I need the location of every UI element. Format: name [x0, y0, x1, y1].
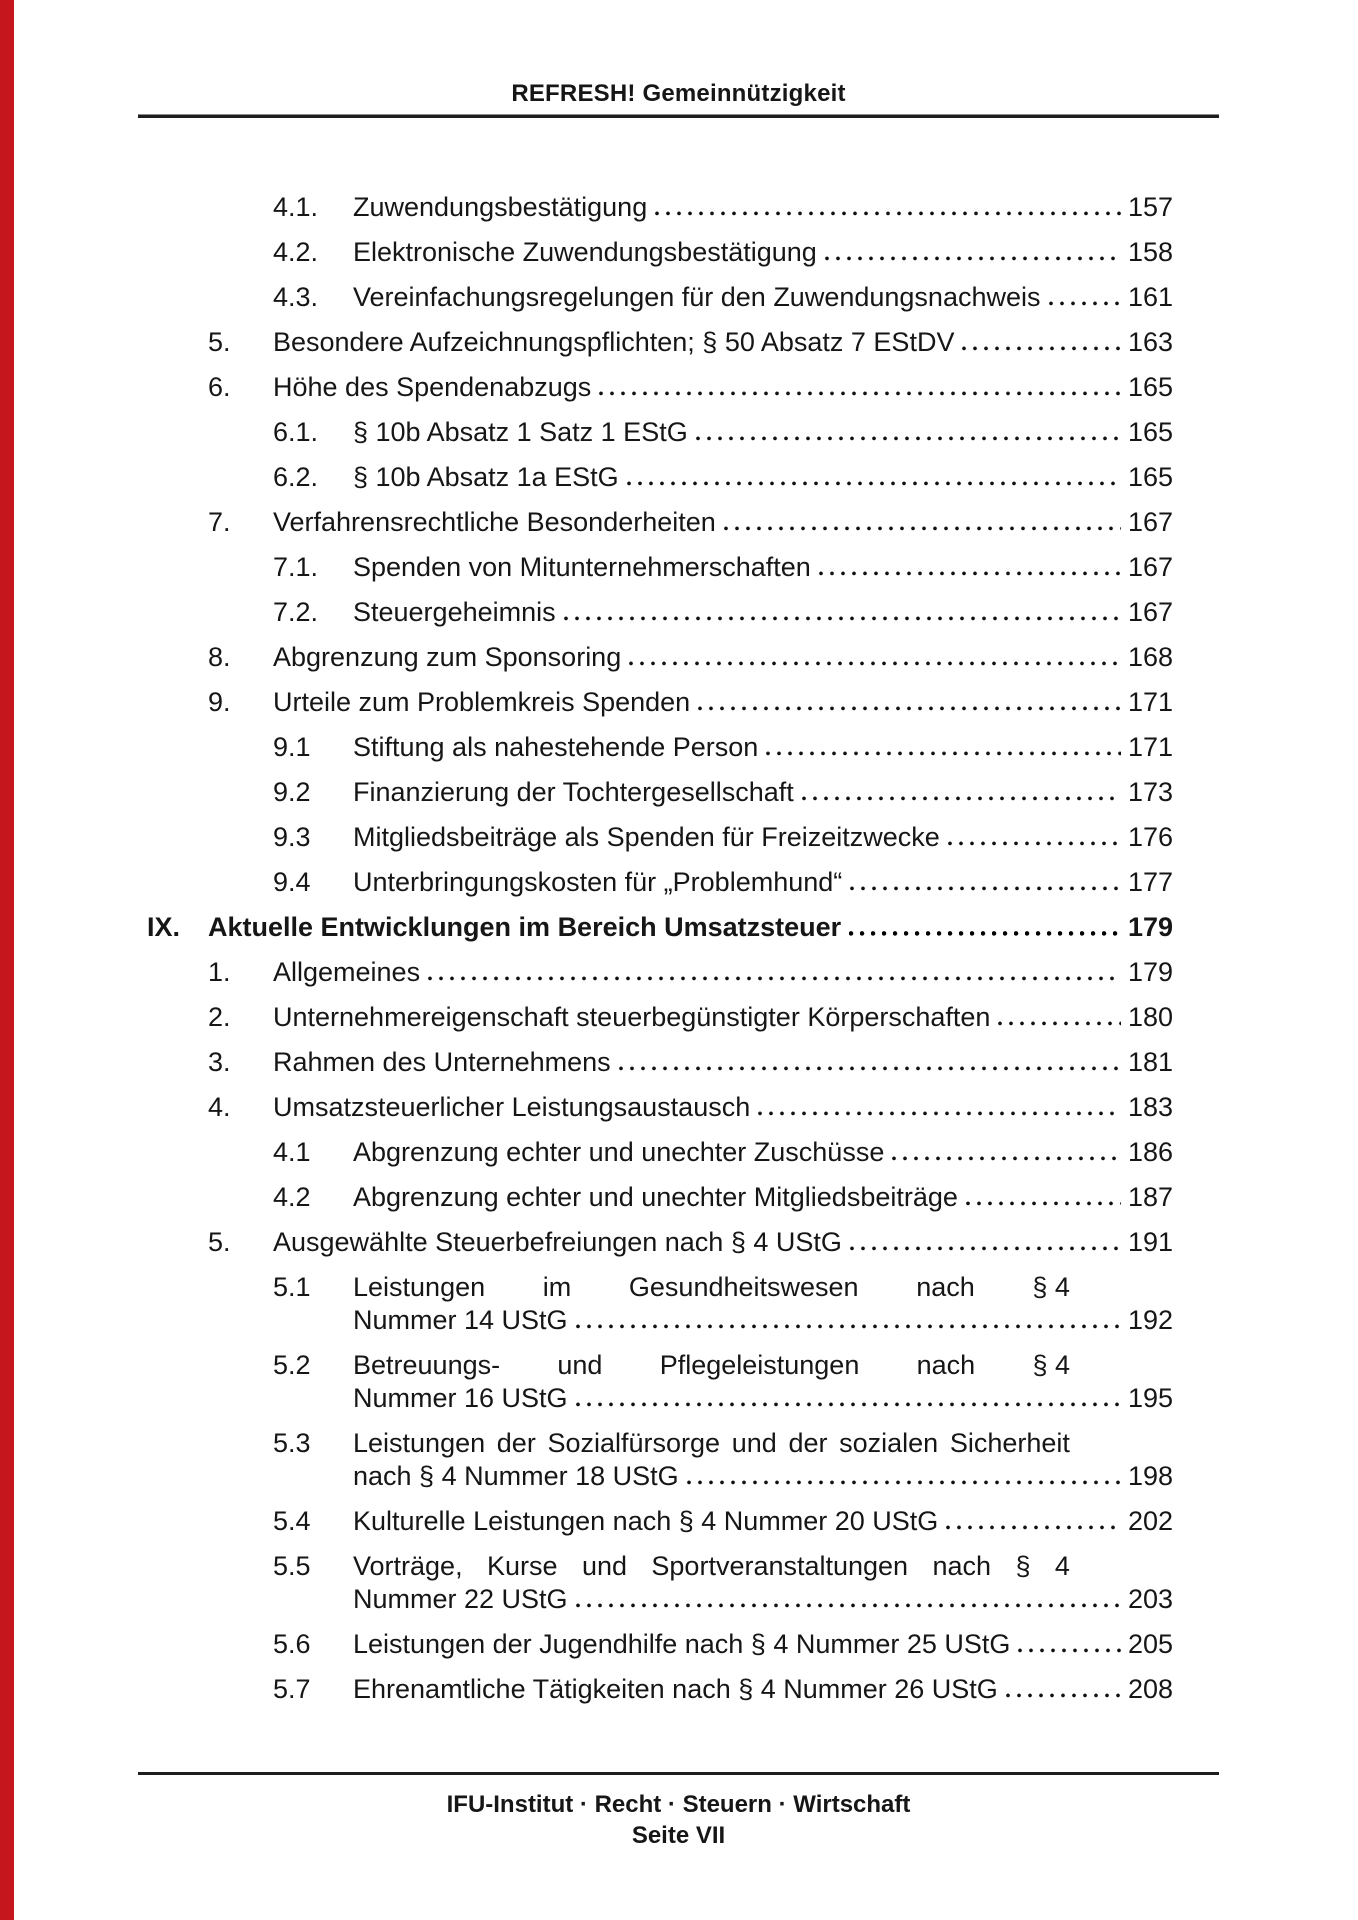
- page-footer: [138, 1789, 1219, 1851]
- toc-title-word: Leistungen: [353, 1272, 486, 1302]
- toc-entry-title: Leistungen der Jugendhilfe nach § 4 Nummer 25 UStG: [353, 1629, 1011, 1659]
- toc-entry-last-line: [353, 596, 1173, 629]
- toc-entry-number: 4.3.: [273, 282, 319, 312]
- toc-entry-body: [353, 191, 1173, 224]
- toc-title-word: §: [1015, 1551, 1031, 1581]
- toc-entry-title-first-line: [353, 1427, 1070, 1460]
- toc-entry-page-number: 177: [1127, 867, 1173, 897]
- toc-entry-page-number: 179: [1127, 957, 1173, 987]
- toc-title-word: Sportveranstaltungen: [651, 1551, 909, 1581]
- toc-entry-number: 1.: [208, 957, 231, 987]
- toc-entry-title: Finanzierung der Tochtergesellschaft: [353, 777, 794, 807]
- toc-entry-title: Umsatzsteuerlicher Leistungsaustausch: [273, 1092, 751, 1122]
- toc-entry-page-number: 181: [1127, 1047, 1173, 1077]
- toc-title-word: Leistungen: [353, 1428, 486, 1458]
- toc-entry-last-line: [353, 1673, 1173, 1706]
- toc-entry-number: 5.6: [273, 1629, 311, 1659]
- toc-title-word: Gesundheitswesen: [628, 1272, 859, 1302]
- toc-entry-title: Abgrenzung echter und unechter Zuschüsse: [353, 1137, 885, 1167]
- toc-entry-last-line: [353, 191, 1173, 224]
- toc-title-word: § 4: [1032, 1272, 1070, 1302]
- toc-entry-number: 5.: [208, 1227, 231, 1257]
- toc-entry-body: [353, 821, 1173, 854]
- toc-entry-title: § 10b Absatz 1 Satz 1 EStG: [353, 417, 688, 447]
- toc-entry: [138, 371, 1173, 404]
- toc-entry-title: Spenden von Mitunternehmerschaften: [353, 552, 811, 582]
- toc-entry-title-first-line: [353, 1550, 1070, 1583]
- toc-entry: [138, 956, 1173, 989]
- toc-entry-page-number: 171: [1127, 732, 1173, 762]
- toc-entry: [138, 1505, 1173, 1538]
- toc-entry-body: [353, 1628, 1173, 1661]
- toc-entry-body: [353, 236, 1173, 269]
- toc-entry-number: 4.1.: [273, 192, 319, 222]
- toc-entry-title: Ausgewählte Steuerbefreiungen nach § 4 UStG: [273, 1227, 842, 1257]
- toc-entry-title: Rahmen des Unternehmens: [273, 1047, 611, 1077]
- dot-leader: [849, 931, 1121, 936]
- toc-entry-last-line: [208, 911, 1173, 944]
- toc-title-word: 4: [1054, 1551, 1070, 1581]
- toc-entry-page-number: 167: [1127, 597, 1173, 627]
- toc-entry: [138, 416, 1173, 449]
- toc-entry-body: [273, 1046, 1173, 1079]
- dot-leader: [696, 436, 1121, 441]
- toc-entry: [138, 641, 1173, 674]
- toc-title-word: Sozialfürsorge: [547, 1428, 721, 1458]
- toc-entry-page-number: 168: [1127, 642, 1173, 672]
- dot-leader: [428, 976, 1121, 981]
- toc-entry-last-line: [353, 1460, 1173, 1493]
- toc-entry: [138, 1628, 1173, 1661]
- toc-entry-last-line: [353, 1304, 1173, 1337]
- toc-title-word: nach: [932, 1551, 992, 1581]
- toc-entry-number: 3.: [208, 1047, 231, 1077]
- dot-leader: [802, 796, 1121, 801]
- toc-entry: [138, 1091, 1173, 1124]
- toc-entry-number: 9.: [208, 687, 231, 717]
- toc-entry-title: Nummer 14 UStG: [353, 1305, 568, 1335]
- toc-entry: [138, 1001, 1173, 1034]
- toc-entry-page-number: 183: [1127, 1092, 1173, 1122]
- toc-entry: [138, 1046, 1173, 1079]
- toc-entry-last-line: [273, 641, 1173, 674]
- dot-leader: [892, 1156, 1121, 1161]
- toc-entry-body: [353, 1427, 1173, 1493]
- toc-entry: [138, 596, 1173, 629]
- toc-entry-number: 5.3: [273, 1428, 311, 1458]
- toc-entry-body: [353, 1136, 1173, 1169]
- dot-leader: [576, 1402, 1121, 1407]
- toc-title-word: und: [731, 1428, 777, 1458]
- dot-leader: [758, 1111, 1121, 1116]
- toc-entry-body: [273, 1091, 1173, 1124]
- toc-entry-body: [353, 596, 1173, 629]
- toc-entry-last-line: [273, 371, 1173, 404]
- toc-entry: [138, 1427, 1173, 1493]
- toc-entry-number: 4.2: [273, 1182, 311, 1212]
- toc-entry-last-line: [353, 1583, 1173, 1616]
- toc-entry-number: 9.2: [273, 777, 311, 807]
- dot-leader: [1006, 1693, 1121, 1698]
- toc-entry-last-line: [353, 551, 1173, 584]
- toc-entry-number: 7.2.: [273, 597, 319, 627]
- toc-entry: [138, 1271, 1173, 1337]
- toc-entry-last-line: [353, 461, 1173, 494]
- toc-entry-page-number: 167: [1127, 507, 1173, 537]
- toc-entry-number: 9.3: [273, 822, 311, 852]
- dot-leader: [564, 616, 1121, 621]
- dot-leader: [599, 391, 1121, 396]
- toc-entry-number: 4.2.: [273, 237, 319, 267]
- toc-entry: [138, 911, 1173, 944]
- toc-entry-page-number: 165: [1127, 462, 1173, 492]
- toc-entry-number: 5.1: [273, 1272, 311, 1302]
- toc-entry-body: [273, 371, 1173, 404]
- footer-rule: [138, 1772, 1219, 1775]
- toc-entry-body: [208, 911, 1173, 944]
- toc-entry-last-line: [273, 1226, 1173, 1259]
- toc-entry-last-line: [273, 326, 1173, 359]
- footer-publisher-line: IFU-Institut · Recht · Steuern · Wirtschaft: [446, 1791, 911, 1818]
- toc-entry-number: 9.1: [273, 732, 311, 762]
- toc-entry-body: [353, 1550, 1173, 1616]
- dot-leader: [655, 211, 1121, 216]
- toc-entry-number: 7.1.: [273, 552, 319, 582]
- toc-entry-body: [273, 326, 1173, 359]
- toc-entry-last-line: [273, 686, 1173, 719]
- toc-entry: [138, 1673, 1173, 1706]
- toc-entry-number: 6.1.: [273, 417, 319, 447]
- toc-entry: [138, 686, 1173, 719]
- toc-entry-page-number: 167: [1127, 552, 1173, 582]
- toc-entry-title: Verfahrensrechtliche Besonderheiten: [273, 507, 716, 537]
- toc-entry-body: [273, 1001, 1173, 1034]
- toc-entry-last-line: [353, 1382, 1173, 1415]
- dot-leader: [766, 751, 1121, 756]
- toc-entry-page-number: 158: [1127, 237, 1173, 267]
- toc-entry-number: 7.: [208, 507, 231, 537]
- toc-entry-number: 9.4: [273, 867, 311, 897]
- toc-entry-page-number: 173: [1127, 777, 1173, 807]
- toc-entry-number: 5.: [208, 327, 231, 357]
- dot-leader: [998, 1021, 1121, 1026]
- toc-entry: [138, 1136, 1173, 1169]
- toc-entry-page-number: 191: [1127, 1227, 1173, 1257]
- toc-entry-title: Urteile zum Problemkreis Spenden: [273, 687, 691, 717]
- toc-entry-title: Besondere Aufzeichnungspflichten; § 50 Absatz 7 EStDV: [273, 327, 955, 357]
- toc-entry-title: Unternehmereigenschaft steuerbegünstigter Körperschaften: [273, 1002, 991, 1032]
- toc-entry-last-line: [353, 866, 1173, 899]
- page-edge-accent-bar: [0, 0, 14, 1920]
- toc-entry-body: [353, 551, 1173, 584]
- footer-page-number: Seite VII: [631, 1822, 726, 1849]
- toc-entry-page-number: 208: [1127, 1674, 1173, 1704]
- toc-entry: [138, 866, 1173, 899]
- toc-entry-title: Elektronische Zuwendungsbestätigung: [353, 237, 817, 267]
- toc-entry-title: nach § 4 Nummer 18 UStG: [353, 1461, 679, 1491]
- toc-entry-last-line: [353, 1505, 1173, 1538]
- toc-entry-body: [353, 731, 1173, 764]
- toc-entry-last-line: [353, 416, 1173, 449]
- toc-entry-page-number: 161: [1127, 282, 1173, 312]
- toc-entry-body: [353, 1271, 1173, 1337]
- toc-entry-page-number: 187: [1127, 1182, 1173, 1212]
- toc-entry-title: Kulturelle Leistungen nach § 4 Nummer 20 UStG: [353, 1506, 939, 1536]
- toc-entry-body: [353, 1349, 1173, 1415]
- toc-entry-last-line: [273, 956, 1173, 989]
- toc-title-word: Sicherheit: [949, 1428, 1070, 1458]
- dot-leader: [948, 841, 1121, 846]
- toc-entry-number: 4.1: [273, 1137, 311, 1167]
- dot-leader: [698, 706, 1121, 711]
- toc-entry-page-number: 179: [1127, 912, 1173, 942]
- toc-entry-last-line: [273, 506, 1173, 539]
- dot-leader: [687, 1480, 1121, 1485]
- toc-entry-page-number: 180: [1127, 1002, 1173, 1032]
- toc-entry: [138, 776, 1173, 809]
- toc-entry-number: 5.7: [273, 1674, 311, 1704]
- toc-entry-title: Aktuelle Entwicklungen im Bereich Umsatzsteuer: [208, 912, 842, 942]
- toc-entry-number: 5.4: [273, 1506, 311, 1536]
- toc-entry-title: Abgrenzung echter und unechter Mitgliedsbeiträge: [353, 1182, 958, 1212]
- toc-title-word: im: [542, 1272, 572, 1302]
- toc-entry: [138, 191, 1173, 224]
- toc-entry-page-number: 195: [1127, 1383, 1173, 1413]
- dot-leader: [946, 1525, 1121, 1530]
- toc-entry: [138, 731, 1173, 764]
- toc-entry-title: Allgemeines: [273, 957, 421, 987]
- toc-title-word: der: [496, 1428, 536, 1458]
- toc-entry-number: 2.: [208, 1002, 231, 1032]
- toc-title-word: Betreuungs-: [353, 1350, 501, 1380]
- toc-entry-page-number: 192: [1127, 1305, 1173, 1335]
- toc-entry-page-number: 186: [1127, 1137, 1173, 1167]
- dot-leader: [1018, 1648, 1121, 1653]
- toc-title-word: Pflegeleistungen: [659, 1350, 860, 1380]
- toc-entry: [138, 551, 1173, 584]
- toc-entry-title: Ehrenamtliche Tätigkeiten nach § 4 Nummer 26 UStG: [353, 1674, 998, 1704]
- dot-leader: [1049, 301, 1121, 306]
- toc-entry-page-number: 171: [1127, 687, 1173, 717]
- toc-entry-number: IX.: [147, 912, 181, 942]
- toc-entry-body: [353, 281, 1173, 314]
- toc-entry-page-number: 205: [1127, 1629, 1173, 1659]
- toc-entry-page-number: 157: [1127, 192, 1173, 222]
- dot-leader: [576, 1603, 1121, 1608]
- toc-title-word: nach: [916, 1350, 976, 1380]
- toc-entry: [138, 506, 1173, 539]
- toc-entry-title: Stiftung als nahestehende Person: [353, 732, 759, 762]
- toc-entry: [138, 821, 1173, 854]
- toc-entry-last-line: [353, 821, 1173, 854]
- toc-entry-page-number: 176: [1127, 822, 1173, 852]
- toc-entry-last-line: [353, 236, 1173, 269]
- toc-entry-title: Höhe des Spendenabzugs: [273, 372, 592, 402]
- dot-leader: [819, 571, 1121, 576]
- dot-leader: [627, 481, 1121, 486]
- toc-entry-number: 5.5: [273, 1551, 311, 1581]
- toc-entry-number: 6.: [208, 372, 231, 402]
- page-header-title: REFRESH! Gemeinnützigkeit: [511, 80, 846, 107]
- toc-entry-page-number: 165: [1127, 417, 1173, 447]
- toc-entry-last-line: [353, 1628, 1173, 1661]
- dot-leader: [962, 346, 1120, 351]
- toc-entry-body: [353, 1673, 1173, 1706]
- dot-leader: [629, 661, 1121, 666]
- toc-title-word: Kurse: [486, 1551, 558, 1581]
- toc-entry-body: [353, 866, 1173, 899]
- toc-entry-last-line: [273, 1091, 1173, 1124]
- dot-leader: [966, 1201, 1121, 1206]
- toc-entry: [138, 1181, 1173, 1214]
- toc-entry-page-number: 198: [1127, 1461, 1173, 1491]
- toc-entry-title: Mitgliedsbeiträge als Spenden für Freizeitzwecke: [353, 822, 940, 852]
- toc-entry-body: [273, 1226, 1173, 1259]
- toc-title-word: der: [788, 1428, 828, 1458]
- toc-entry: [138, 1550, 1173, 1616]
- toc-entry-number: 6.2.: [273, 462, 319, 492]
- toc-entry-body: [273, 506, 1173, 539]
- toc-entry-title: Unterbringungskosten für „Problemhund“: [353, 867, 843, 897]
- toc-entry: [138, 326, 1173, 359]
- toc-entry-title: Vereinfachungsregelungen für den Zuwendungsnachweis: [353, 282, 1041, 312]
- toc-entry-title: Zuwendungsbestätigung: [353, 192, 648, 222]
- toc-entry-number: 4.: [208, 1092, 231, 1122]
- toc-entry-body: [353, 776, 1173, 809]
- toc-entry-body: [353, 1505, 1173, 1538]
- toc-entry: [138, 281, 1173, 314]
- toc-entry-body: [273, 956, 1173, 989]
- header-rule: [138, 114, 1219, 118]
- toc-entry-body: [353, 461, 1173, 494]
- toc-entry-last-line: [353, 1181, 1173, 1214]
- dot-leader: [724, 526, 1121, 531]
- toc-title-word: § 4: [1032, 1350, 1070, 1380]
- toc-entry-body: [273, 641, 1173, 674]
- dot-leader: [825, 256, 1121, 261]
- toc-entry-last-line: [353, 731, 1173, 764]
- toc-entry-page-number: 202: [1127, 1506, 1173, 1536]
- toc-entry-title: Steuergeheimnis: [353, 597, 556, 627]
- toc-entry-last-line: [273, 1046, 1173, 1079]
- toc-entry-body: [273, 686, 1173, 719]
- toc-entry-title: Nummer 16 UStG: [353, 1383, 568, 1413]
- toc-entry-last-line: [273, 1001, 1173, 1034]
- dot-leader: [619, 1066, 1121, 1071]
- toc-title-word: sozialen: [839, 1428, 939, 1458]
- toc-entry-page-number: 203: [1127, 1584, 1173, 1614]
- toc-entry-page-number: 165: [1127, 372, 1173, 402]
- toc-entry-title-first-line: [353, 1349, 1070, 1382]
- toc-entry-title: Nummer 22 UStG: [353, 1584, 568, 1614]
- dot-leader: [576, 1324, 1121, 1329]
- toc-title-word: und: [581, 1551, 627, 1581]
- toc-title-word: nach: [916, 1272, 975, 1302]
- toc-title-word: und: [557, 1350, 603, 1380]
- toc-entry-page-number: 163: [1127, 327, 1173, 357]
- toc-entry: [138, 1349, 1173, 1415]
- toc-entry-title: § 10b Absatz 1a EStG: [353, 462, 619, 492]
- toc-entry-number: 8.: [208, 642, 231, 672]
- toc-entry-last-line: [353, 1136, 1173, 1169]
- table-of-contents: [138, 191, 1219, 1718]
- toc-entry-last-line: [353, 776, 1173, 809]
- dot-leader: [850, 886, 1121, 891]
- dot-leader: [850, 1246, 1121, 1251]
- toc-entry: [138, 461, 1173, 494]
- toc-entry-number: 5.2: [273, 1350, 311, 1380]
- toc-title-word: Vorträge,: [353, 1551, 463, 1581]
- toc-entry-body: [353, 1181, 1173, 1214]
- toc-entry-title-first-line: [353, 1271, 1070, 1304]
- toc-entry-body: [353, 416, 1173, 449]
- toc-entry-title: Abgrenzung zum Sponsoring: [273, 642, 622, 672]
- toc-entry: [138, 1226, 1173, 1259]
- toc-entry-last-line: [353, 281, 1173, 314]
- toc-entry: [138, 236, 1173, 269]
